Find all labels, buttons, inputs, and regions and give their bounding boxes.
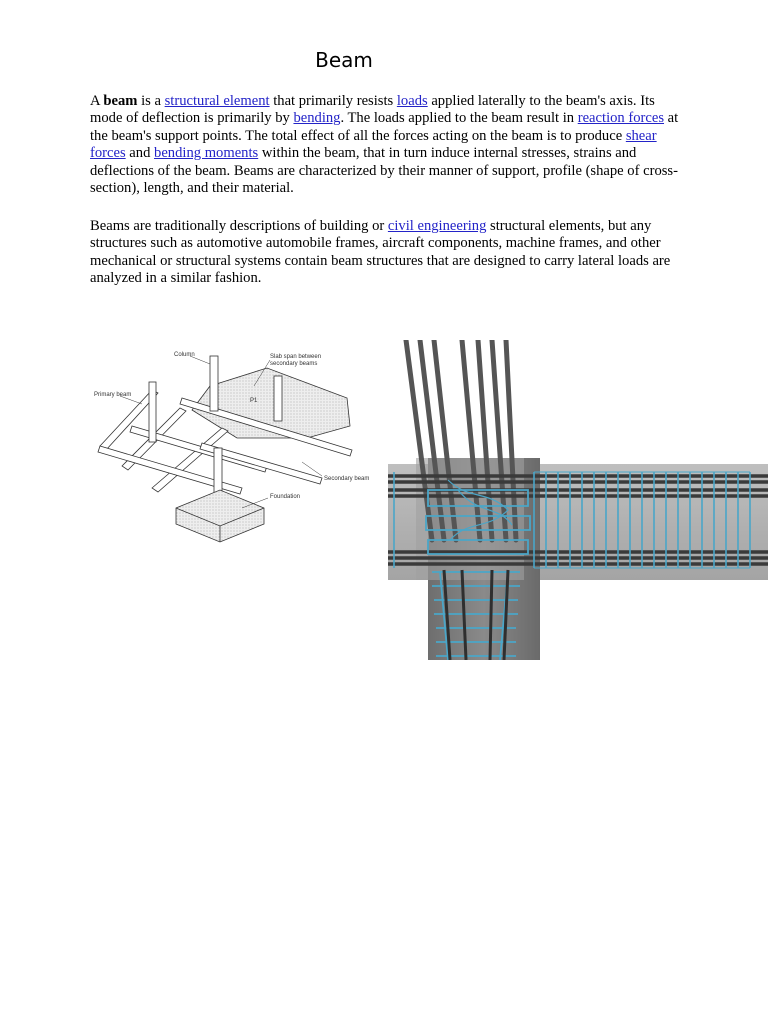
label-p1: P1	[250, 398, 258, 404]
label-column: Column	[174, 352, 195, 358]
label-primary-beam: Primary beam	[94, 392, 132, 398]
link-civil-engineering[interactable]: civil engineering	[387, 218, 487, 234]
text-run: that primarily resists	[269, 93, 397, 109]
text-run: at the beam's support points. The total effect of all the forces acting on the beam is to produce	[90, 110, 679, 144]
paragraph-applications	[90, 218, 686, 288]
text-run: applied laterally to the beam's axis. Its mode of deflection is primarily by	[90, 93, 655, 127]
page-title: Beam	[315, 48, 373, 72]
text-run: and	[125, 145, 155, 162]
text-run: is a	[137, 93, 165, 109]
rebar-joint-image	[388, 340, 768, 660]
label-slab-line2: secondary beams	[270, 361, 318, 367]
paragraph-definition	[90, 93, 686, 197]
link-shear-forces[interactable]: shear forces	[90, 127, 657, 162]
link-reaction-forces[interactable]: reaction forces	[577, 110, 665, 127]
link-bending-moments[interactable]: bending moments	[154, 145, 259, 162]
label-foundation: Foundation	[270, 494, 301, 500]
text-run: . The loads applied to the beam result in	[340, 110, 578, 127]
label-slab: Slab span between	[270, 354, 322, 360]
bold-term: beam	[103, 93, 138, 109]
label-secondary-beam: Secondary beam	[324, 476, 370, 482]
framing-diagram-image	[92, 338, 376, 544]
text-run: within the beam, that in turn induce internal stresses, strains and deflections of the beam. Beams are characterized by their manner of support, profile (shape of cross-section), length, and their material.	[90, 145, 678, 197]
link-bending[interactable]: bending	[293, 110, 341, 127]
text-run: Beams are traditionally descriptions of building or	[90, 218, 388, 234]
text-run: A	[90, 93, 104, 109]
link-structural-element[interactable]: structural element	[164, 93, 270, 109]
link-loads[interactable]: loads	[396, 93, 428, 109]
text-run: structural elements, but any structures such as automotive automobile frames, aircraft components, machine frames, and other mechanical or structural systems contain beam structures that are designed to carry lateral loads are analyzed in a similar fashion.	[90, 218, 671, 287]
